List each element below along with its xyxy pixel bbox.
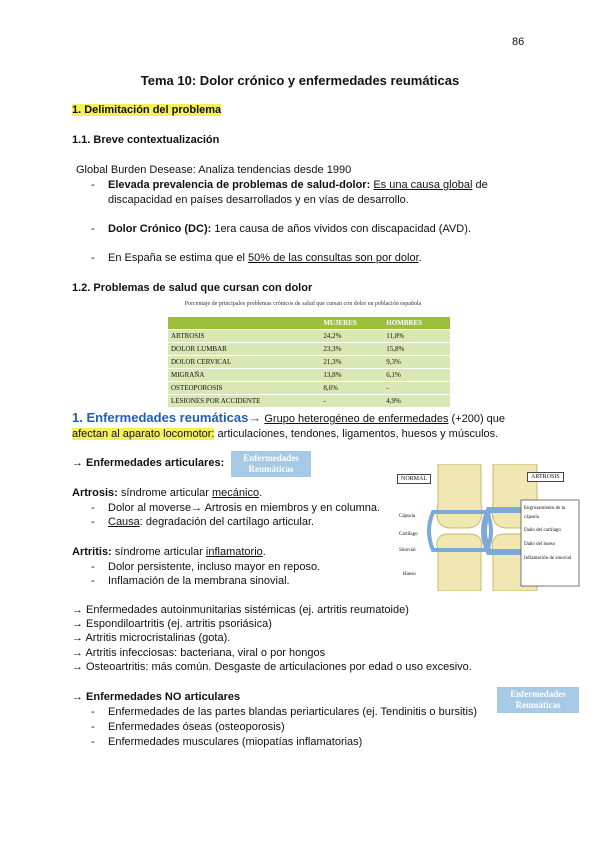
table-cell: - [320, 395, 383, 408]
table-header-cell [168, 317, 320, 330]
artrosis-bullet-1: Dolor al moverse→ Artrosis en miembros y en columna. [108, 502, 381, 514]
bullet-prevalencia: Elevada prevalencia de problemas de salud-dolor: Es una causa global de [108, 179, 488, 191]
bullet-dash: - [91, 179, 95, 191]
no-articulares-bullet: Enfermedades de las partes blandas periarticulares (ej. Tendinitis o bursitis) [108, 706, 478, 718]
knee-left-label: Hueso [403, 572, 416, 577]
table-cell: 9,3% [383, 356, 450, 369]
table-row [168, 330, 450, 343]
table-cell: DOLOR LUMBAR [168, 343, 320, 356]
reumaticas-badge: Enfermedades Reumáticas [497, 687, 579, 713]
bullet-dash: - [91, 706, 95, 718]
table-row [168, 382, 450, 395]
table-cell: LESIONES POR ACCIDENTE [168, 395, 320, 408]
table-cell: 21,3% [320, 356, 383, 369]
table-header-row [168, 317, 450, 330]
articulares-heading: → Enfermedades articulares: [72, 457, 225, 469]
bullet-dash: - [91, 736, 95, 748]
knee-illustration [393, 464, 583, 591]
bullet-dash: - [91, 516, 95, 528]
artritis-heading: Artritis: síndrome articular inflamatorio. [72, 546, 266, 558]
knee-label-artrosis: ARTROSIS [527, 472, 564, 482]
bullet-dash: - [91, 502, 95, 514]
table-cell: 13,8% [320, 369, 383, 382]
list-item: → Artritis infecciosas: bacteriana, viral o por hongos [72, 647, 326, 659]
bullet-espana: En España se estima que el 50% de las consultas son por dolor. [108, 252, 422, 264]
no-articulares-bullet: Enfermedades óseas (osteoporosis) [108, 721, 285, 733]
knee-right-label: Daño del hueso [524, 542, 556, 547]
table-cell: 23,3% [320, 343, 383, 356]
knee-left-label: Cartílago [399, 532, 418, 537]
table-cell: MIGRAÑA [168, 369, 320, 382]
table-cell: 24,2% [320, 330, 383, 343]
enfermedades-intro-cont: afectan al aparato locomotor: articulaciones, tendones, ligamentos, huesos y músculos. [72, 428, 499, 440]
enfermedades-intro: 1. Enfermedades reumáticas→ Grupo heterogéneo de enfermedades (+200) que [72, 410, 506, 425]
page-number: 86 [512, 36, 525, 48]
artritis-bullet-2: Inflamación de la membrana sinovial. [108, 575, 290, 587]
table-caption: Porcentaje de principales problemas crónicos de salud que cursan con dolor en población española [184, 301, 422, 307]
table-cell: DOLOR CERVICAL [168, 356, 320, 369]
page-title: Tema 10: Dolor crónico y enfermedades reumáticas [140, 73, 460, 88]
table-cell: 11,8% [383, 330, 450, 343]
bullet-dash: - [91, 721, 95, 733]
knee-label-normal: NORMAL [397, 474, 431, 484]
reumaticas-badge: Enfermedades Reumáticas [231, 451, 311, 477]
table-cell: - [383, 382, 450, 395]
bullet-dash: - [91, 223, 95, 235]
bullet-dash: - [91, 252, 95, 264]
no-articulares-bullet: Enfermedades musculares (miopatías inflamatorias) [108, 736, 363, 748]
knee-left-label: Sinovial [399, 548, 416, 553]
knee-right-label: Inflamación de sinovial [524, 556, 572, 561]
list-item: → Espondiloartritis (ej. artritis psoriásica) [72, 618, 272, 630]
table-cell: 15,8% [383, 343, 450, 356]
section-heading-1-1: 1.1. Breve contextualización [72, 134, 220, 146]
list-item: → Enfermedades autoinmunitarias sistémicas (ej. artritis reumatoide) [72, 604, 409, 616]
table-row [168, 356, 450, 369]
knee-right-label: Engrosamiento de la cápsula [524, 506, 566, 520]
table-cell: OSTEOPOROSIS [168, 382, 320, 395]
bullet-dash: - [91, 561, 95, 573]
artritis-bullet-1: Dolor persistente, incluso mayor en reposo. [108, 561, 321, 573]
table-cell: ARTROSIS [168, 330, 320, 343]
section-heading-1: 1. Delimitación del problema [72, 104, 222, 116]
knee-right-label: Daño del cartílago [524, 528, 561, 533]
list-item: → Osteoartritis: más común. Desgaste de articulaciones por edad o uso excesivo. [72, 661, 472, 673]
section-heading-1-2: 1.2. Problemas de salud que cursan con dolor [72, 282, 313, 294]
pain-prevalence-table [168, 317, 450, 408]
table-row [168, 395, 450, 408]
table-row [168, 369, 450, 382]
table-cell: 8,6% [320, 382, 383, 395]
table-cell: 6,1% [383, 369, 450, 382]
table-cell: 4,9% [383, 395, 450, 408]
gbd-line: Global Burden Desease: Analiza tendencias desde 1990 [76, 164, 352, 176]
bullet-dash: - [91, 575, 95, 587]
table-header-cell: HOMBRES [383, 317, 450, 330]
artrosis-heading: Artrosis: síndrome articular mecánico. [72, 487, 263, 499]
list-item: → Artritis microcristalinas (gota). [72, 632, 231, 644]
table-header-cell: MUJERES [320, 317, 383, 330]
bullet-prevalencia-cont: discapacidad en países desarrollados y en vías de desarrollo. [108, 194, 409, 206]
bullet-dolor-cronico: Dolor Crónico (DC): 1era causa de años vividos con discapacidad (AVD). [108, 223, 471, 235]
knee-left-label: Cápsula [399, 514, 416, 519]
no-articulares-heading: → Enfermedades NO articulares [72, 691, 241, 703]
table-row [168, 343, 450, 356]
artrosis-bullet-2: Causa: degradación del cartílago articular. [108, 516, 315, 528]
